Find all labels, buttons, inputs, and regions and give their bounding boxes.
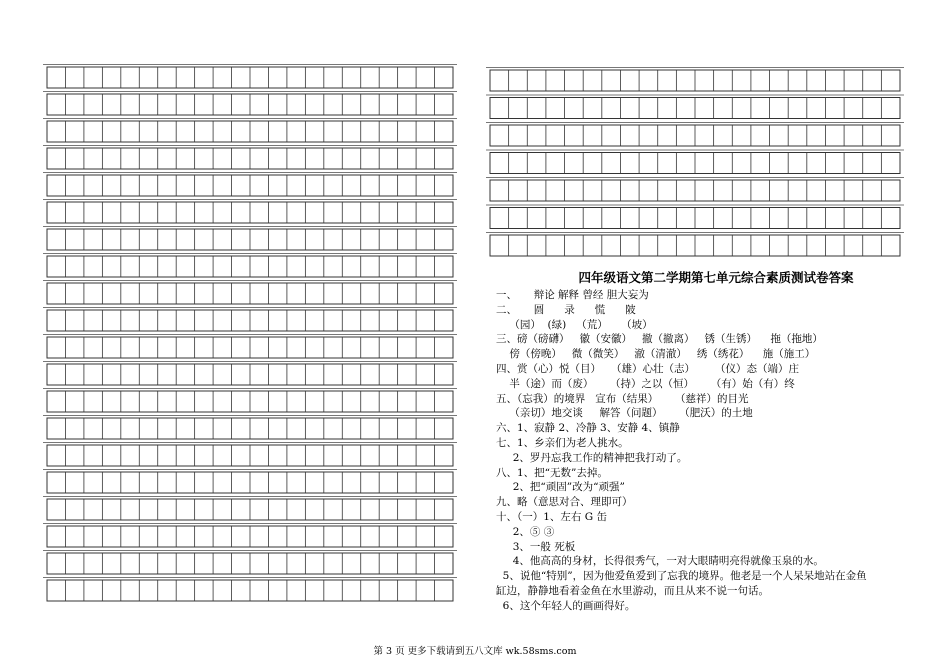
answer-line: 十、（一）1、左右 G 缶 [496, 511, 607, 523]
answer-line: 七、1、乡亲们为老人挑水。 [496, 437, 629, 449]
answer-line: 5、说他“特别”，因为他爱鱼爱到了忘我的境界。他老是一个人呆呆地站在金鱼 [496, 570, 867, 583]
answer-line: 八、1、把“无数”去掉。 [496, 466, 608, 479]
answer-line: 四、赏（心）悦（目） （雄）心壮（志） （仪）态（端）庄 [496, 363, 800, 375]
answer-line: 6、这个年轻人的画画得好。 [496, 599, 636, 612]
answer-line: 半（途）而（废） （持）之以（恒） （有）始（有）终 [496, 377, 795, 390]
answer-line: （园） (绿) （荒） （坡） [496, 318, 653, 331]
right-writing-grid [486, 64, 906, 264]
answer-line: 2、罗丹忘我工作的精神把我打动了。 [496, 451, 688, 464]
answer-line: 傍（傍晚） 微（微笑） 澈（清澈） 绣（绣花） 施（施工） [496, 348, 816, 361]
answer-title: 四年级语文第二学期第七单元综合素质测试卷答案 [578, 270, 854, 285]
answer-line: 3、一般 死板 [496, 540, 576, 553]
answer-line: 缸边，静静地看着金鱼在水里游动，而且从来不说一句话。 [496, 585, 769, 597]
answer-line: 2、把“顽固”改为“顽强” [496, 481, 625, 494]
answer-line: （亲切）地交谈 解答（问题） （肥沃）的土地 [496, 407, 753, 420]
answer-line: 六、1、寂静 2、冷静 3、安静 4、镇静 [496, 422, 680, 435]
answer-line: 2、⑤ ③ [496, 525, 555, 538]
answer-section [496, 270, 936, 612]
answer-line: 二、 圆 录 慌 陂 [496, 303, 636, 316]
page-footer: 第 3 页 更多下载请到五八文库 wk.58sms.com [373, 646, 577, 657]
left-writing-grid [43, 64, 463, 604]
answer-line: 三、磅（磅礴） 徽（安徽） 撤（撤离） 锈（生锈） 拖（拖地） [496, 333, 823, 346]
answer-line: 4、他高高的身材，长得很秀气，一对大眼睛明亮得就像玉泉的水。 [496, 555, 824, 568]
answer-line: 五、（忘我）的境界 宣布（结果） （慈祥）的目光 [496, 392, 749, 405]
answer-line: 一、 辩论 解释 曾经 胆大妄为 [496, 289, 649, 301]
answer-line: 九、略（意思对合、理即可） [496, 496, 633, 509]
